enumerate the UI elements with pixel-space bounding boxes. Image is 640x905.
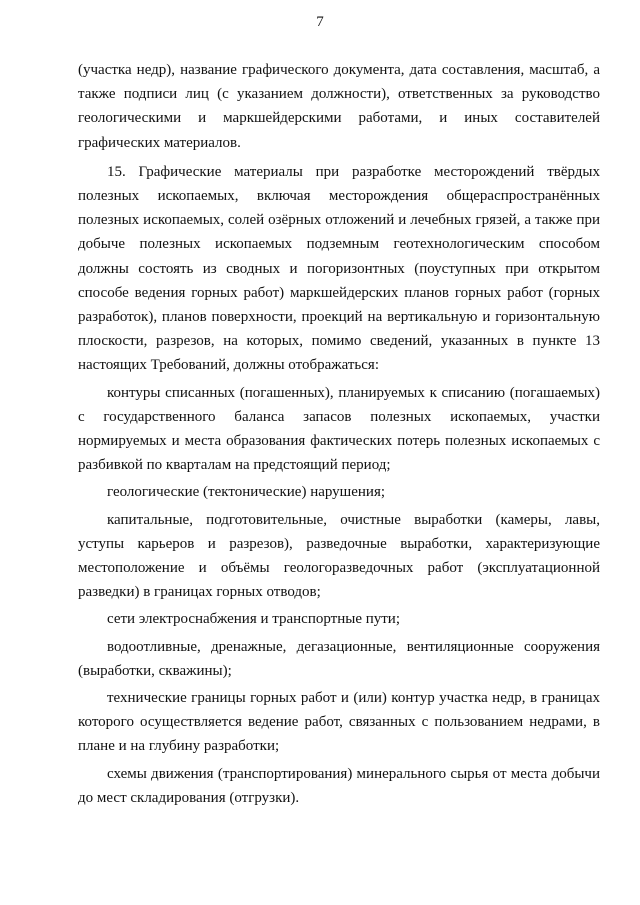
paragraph-list-item: технические границы горных работ и (или) контур участка недр, в границах которого осуществляется ведение работ, связанных с пользованием недрами, в плане и на глубину разработки; xyxy=(78,690,600,755)
paragraph-list-item: сети электроснабжения и транспортные пути; xyxy=(107,611,401,628)
page-number: 7 xyxy=(316,14,324,30)
paragraph-list-item: капитальные, подготовительные, очистные выработки (камеры, лавы, уступы карьеров и разрезов), разведочные выработки, характеризующие местоположение и объёмы геологоразведочных работ (эксплуатационной разведки) в границах горных отводов; xyxy=(78,511,600,601)
paragraph-list-item: схемы движения (транспортирования) минерального сырья от места добычи до мест складирования (отгрузки). xyxy=(78,765,600,806)
paragraph-item-15: 15. Графические материалы при разработке месторождений твёрдых полезных ископаемых, включая месторождения общераспространённых полезных ископаемых, солей озёрных отложений и лечебных грязей, а также при добыче полезных ископаемых подземным геотехнологическим способом должны состоять из сводных и погоризонтных (поуступных при открытом способе ведения горных работ) маркшейдерских планов горных работ (горных разработок), планов поверхности, проекций на вертикальную и горизонтальную плоскости, разрезов, на которых, помимо сведений, указанных в пункте 13 настоящих Требований, должны отображаться: xyxy=(78,163,600,374)
paragraph-continuation: (участка недр), название графического документа, дата составления, масштаб, а также подписи лиц (с указанием должности), ответственных за руководство геологическими и маркшейдерскими работами, и иных составителей графических материалов. xyxy=(78,62,600,151)
document-body xyxy=(78,58,600,813)
paragraph-list-item: водоотливные, дренажные, дегазационные, вентиляционные сооружения (выработки, скважины); xyxy=(78,638,600,679)
paragraph-list-item: контуры списанных (погашенных), планируемых к списанию (погашаемых) с государственного баланса запасов полезных ископаемых, участки нормируемых и места образования фактических потерь полезных ископаемых с разбивкой по кварталам на предстоящий период; xyxy=(78,384,600,474)
paragraph-list-item: геологические (тектонические) нарушения; xyxy=(107,484,386,501)
